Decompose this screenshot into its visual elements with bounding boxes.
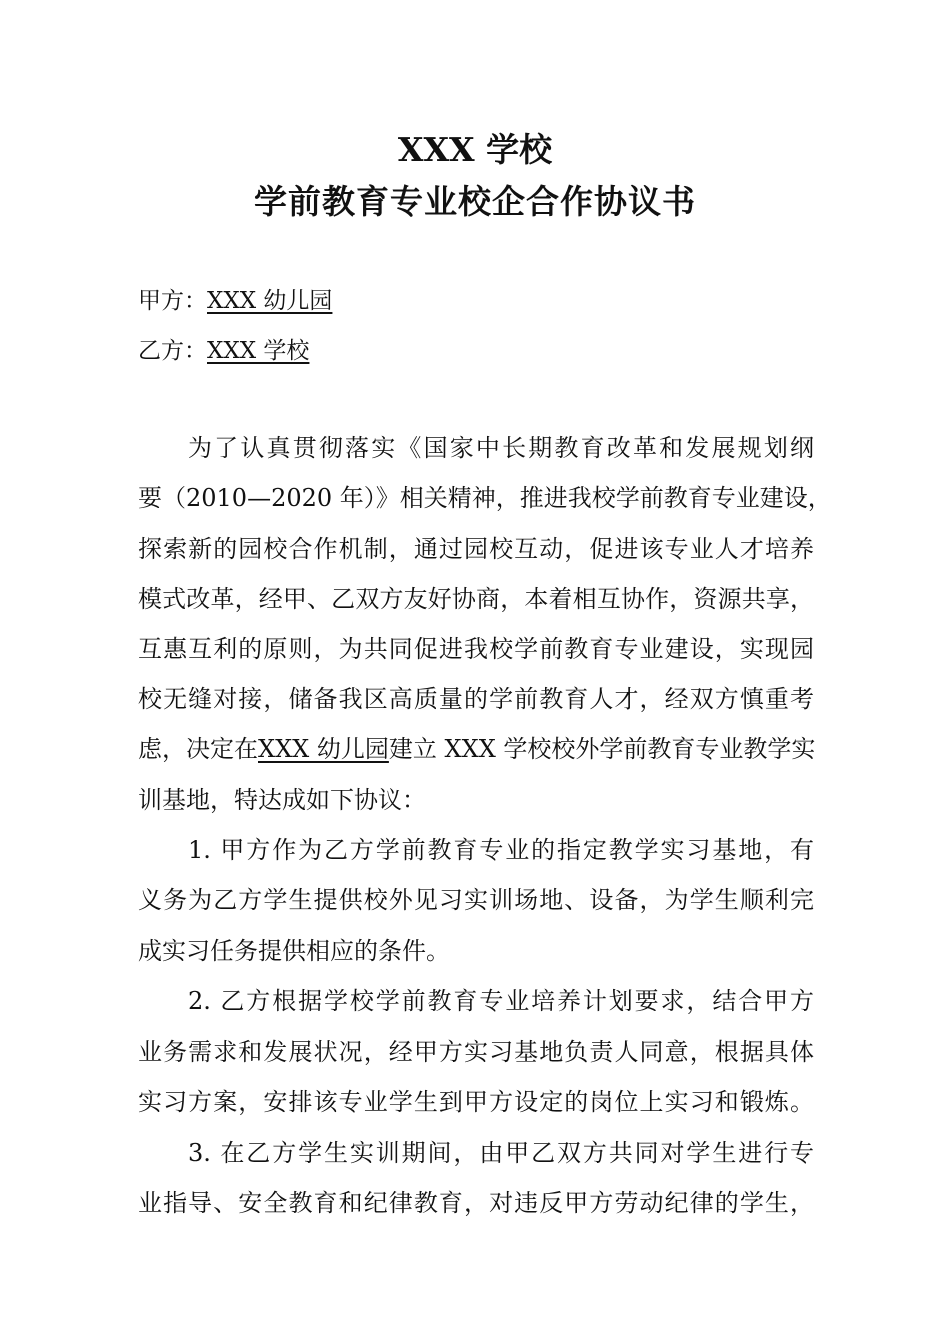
clause-1-line: 1. 甲方作为乙方学前教育专业的指定教学实习基地，有 [188, 836, 814, 864]
intro-line: 要（2010—2020 年）》相关精神，推进我校学前教育专业建设， [138, 484, 832, 512]
clause-3-line: 3. 在乙方学生实训期间，由甲乙双方共同对学生进行专 [188, 1139, 814, 1167]
intro-line: 训基地，特达成如下协议： [138, 786, 426, 814]
kindergarten-name: XXX 幼儿园 [258, 735, 389, 763]
clause-1-line: 义务为乙方学生提供校外见习实训场地、设备，为学生顺利完 [138, 886, 814, 914]
intro-line: 校无缝对接，储备我区高质量的学前教育人才，经双方慎重考 [138, 685, 814, 713]
party-a-label: 甲方： [138, 288, 207, 314]
intro-line: 互惠互利的原则，为共同促进我校学前教育专业建设，实现园 [138, 635, 814, 663]
party-b [138, 335, 309, 367]
clause-3-line: 业指导、安全教育和纪律教育，对违反甲方劳动纪律的学生， [138, 1189, 814, 1217]
clause-2-line: 业务需求和发展状况，经甲方实习基地负责人同意，根据具体 [138, 1038, 814, 1066]
clause-2-line: 2. 乙方根据学校学前教育专业培养计划要求，结合甲方 [188, 987, 814, 1015]
agreement-title: 学前教育专业校企合作协议书 [254, 182, 696, 221]
intro-text: 虑，决定在 [138, 735, 258, 763]
intro-line-with-underline [138, 732, 814, 766]
party-a-name: XXX 幼儿园 [207, 288, 333, 314]
intro-text: 建立 XXX 学校校外学前教育专业教学实 [388, 735, 816, 763]
party-b-label: 乙方： [138, 338, 207, 364]
school-title: XXX 学校 [397, 130, 553, 169]
clause-1-line: 成实习任务提供相应的条件。 [138, 937, 450, 965]
clause-2-line: 实习方案，安排该专业学生到甲方设定的岗位上实习和锻炼。 [138, 1088, 814, 1116]
intro-line: 探索新的园校合作机制，通过园校互动，促进该专业人才培养 [138, 535, 814, 563]
party-a [138, 285, 332, 317]
intro-line: 为了认真贯彻落实《国家中长期教育改革和发展规划纲 [188, 434, 814, 462]
party-b-name: XXX 学校 [207, 338, 310, 364]
intro-line: 模式改革，经甲、乙双方友好协商，本着相互协作，资源共享， [138, 585, 814, 613]
